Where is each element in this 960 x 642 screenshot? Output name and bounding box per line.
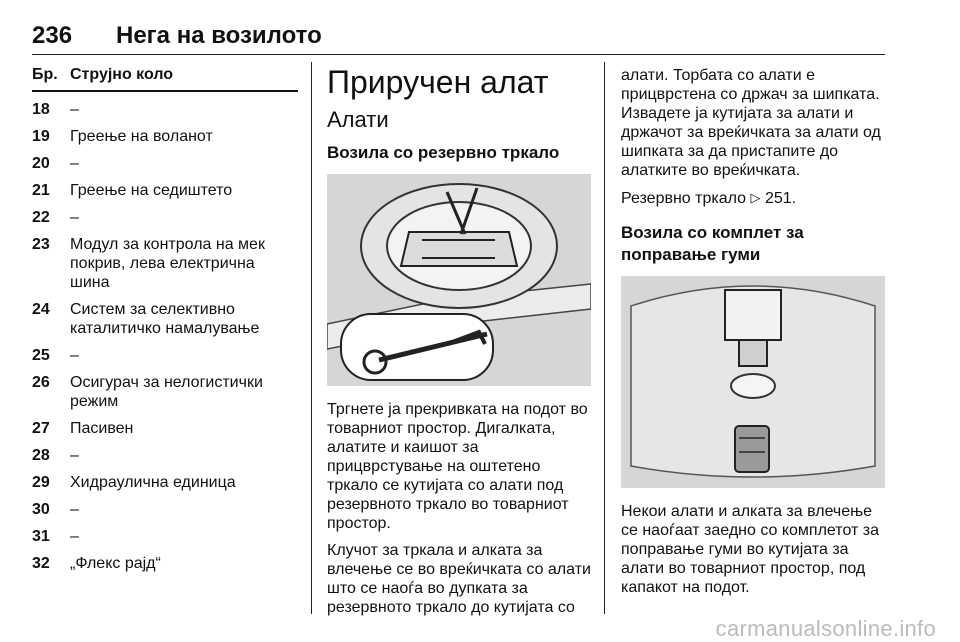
heading-spare-wheel: Возила со резервно тркало xyxy=(327,143,560,162)
paragraph: Тргнете ја прекривката на подот во товарниот простор. Дигалката, алатите и каишот за прицврстување на оштетено тркало се кутијата со алати под резервното тркало во товарниот простор. xyxy=(327,401,588,532)
page-reference-icon: ▷ xyxy=(750,190,761,205)
fuse-circuit: „Флекс рајд“ xyxy=(70,555,161,572)
fuse-table-body xyxy=(32,100,298,573)
fuse-circuit: Хидраулична единица xyxy=(70,474,236,491)
table-row xyxy=(32,527,298,546)
table-row xyxy=(32,127,298,146)
reference-page: 251. xyxy=(764,190,797,207)
fuse-circuit: – xyxy=(70,528,79,545)
fuse-number: 20 xyxy=(32,155,50,172)
fuse-number: 23 xyxy=(32,236,50,253)
paragraph: Клучот за тркала и алката за влечење се во вреќичката со алати што се наоѓа во дупката за резервното тркало до кутијата со xyxy=(327,542,591,616)
page-title: Нега на возилото xyxy=(116,22,322,49)
table-row xyxy=(32,181,298,200)
table-row xyxy=(32,208,298,227)
section-title: Приручен алат xyxy=(327,64,549,100)
fuse-table xyxy=(32,66,298,573)
table-row xyxy=(32,554,298,573)
fuse-number: 22 xyxy=(32,209,50,226)
tools-section-continued xyxy=(621,66,887,605)
table-row xyxy=(32,473,298,492)
fuse-circuit: Пасивен xyxy=(70,420,134,437)
page-header xyxy=(32,20,885,55)
column-header-number: Бр. xyxy=(32,66,58,83)
page-number: 236 xyxy=(32,22,73,49)
fuse-number: 28 xyxy=(32,447,50,464)
fuse-circuit: – xyxy=(70,501,79,518)
tyre-repair-kit-illustration xyxy=(621,276,885,488)
table-row xyxy=(32,446,298,465)
tyre-repair-kit-drawing xyxy=(621,276,885,488)
table-row xyxy=(32,300,298,338)
fuse-circuit: Греење на воланот xyxy=(70,128,213,145)
spare-wheel-tools-illustration xyxy=(327,174,591,386)
fuse-number: 25 xyxy=(32,347,50,364)
paragraph: алати. Торбата со алати е прицврстена со држач за шипката. Извадете ја кутијата за алати и држачот за вреќичката за алати од шипката за да пристапите до алатките во вреќичката. xyxy=(621,67,881,179)
column-header-circuit: Струјно коло xyxy=(70,66,174,83)
table-row xyxy=(32,235,298,292)
fuse-circuit: – xyxy=(70,347,79,364)
fuse-table-header xyxy=(32,66,298,92)
spare-wheel-drawing xyxy=(327,174,591,386)
paragraph: Некои алати и алката за влечење се наоѓаат заедно со комплетот за поправање гуми во кутијата за алати во товарниот простор, под капакот на подот. xyxy=(621,503,879,596)
table-row xyxy=(32,154,298,173)
fuse-circuit: Осигурач за нелогистички режим xyxy=(70,374,263,410)
table-row xyxy=(32,100,298,119)
table-row xyxy=(32,373,298,411)
fuse-number: 31 xyxy=(32,528,50,545)
fuse-number: 26 xyxy=(32,374,50,391)
fuse-circuit: Систем за селективно каталитичко намалување xyxy=(70,301,260,337)
tools-section xyxy=(327,62,593,625)
fuse-number: 30 xyxy=(32,501,50,518)
table-row xyxy=(32,419,298,438)
column-divider xyxy=(604,62,605,614)
fuse-circuit: – xyxy=(70,155,79,172)
fuse-number: 27 xyxy=(32,420,50,437)
fuse-number: 32 xyxy=(32,555,50,572)
fuse-number: 19 xyxy=(32,128,50,145)
fuse-number: 18 xyxy=(32,101,50,118)
fuse-circuit: – xyxy=(70,101,79,118)
fuse-number: 24 xyxy=(32,301,50,318)
heading-repair-kit: Возила со комплет за поправање гуми xyxy=(621,223,804,264)
fuse-circuit: – xyxy=(70,447,79,464)
column-divider xyxy=(311,62,312,614)
fuse-circuit: Греење на седиштето xyxy=(70,182,233,199)
fuse-circuit: Модул за контрола на мек покрив, лева електрична шина xyxy=(70,236,265,291)
table-row xyxy=(32,500,298,519)
reference-text: Резервно тркало xyxy=(621,190,747,207)
spare-wheel-reference xyxy=(621,188,887,208)
section-subtitle: Алати xyxy=(327,107,389,132)
table-row xyxy=(32,346,298,365)
fuse-circuit: – xyxy=(70,209,79,226)
fuse-number: 29 xyxy=(32,474,50,491)
watermark: carmanualsonline.info xyxy=(715,616,936,641)
fuse-number: 21 xyxy=(32,182,50,199)
